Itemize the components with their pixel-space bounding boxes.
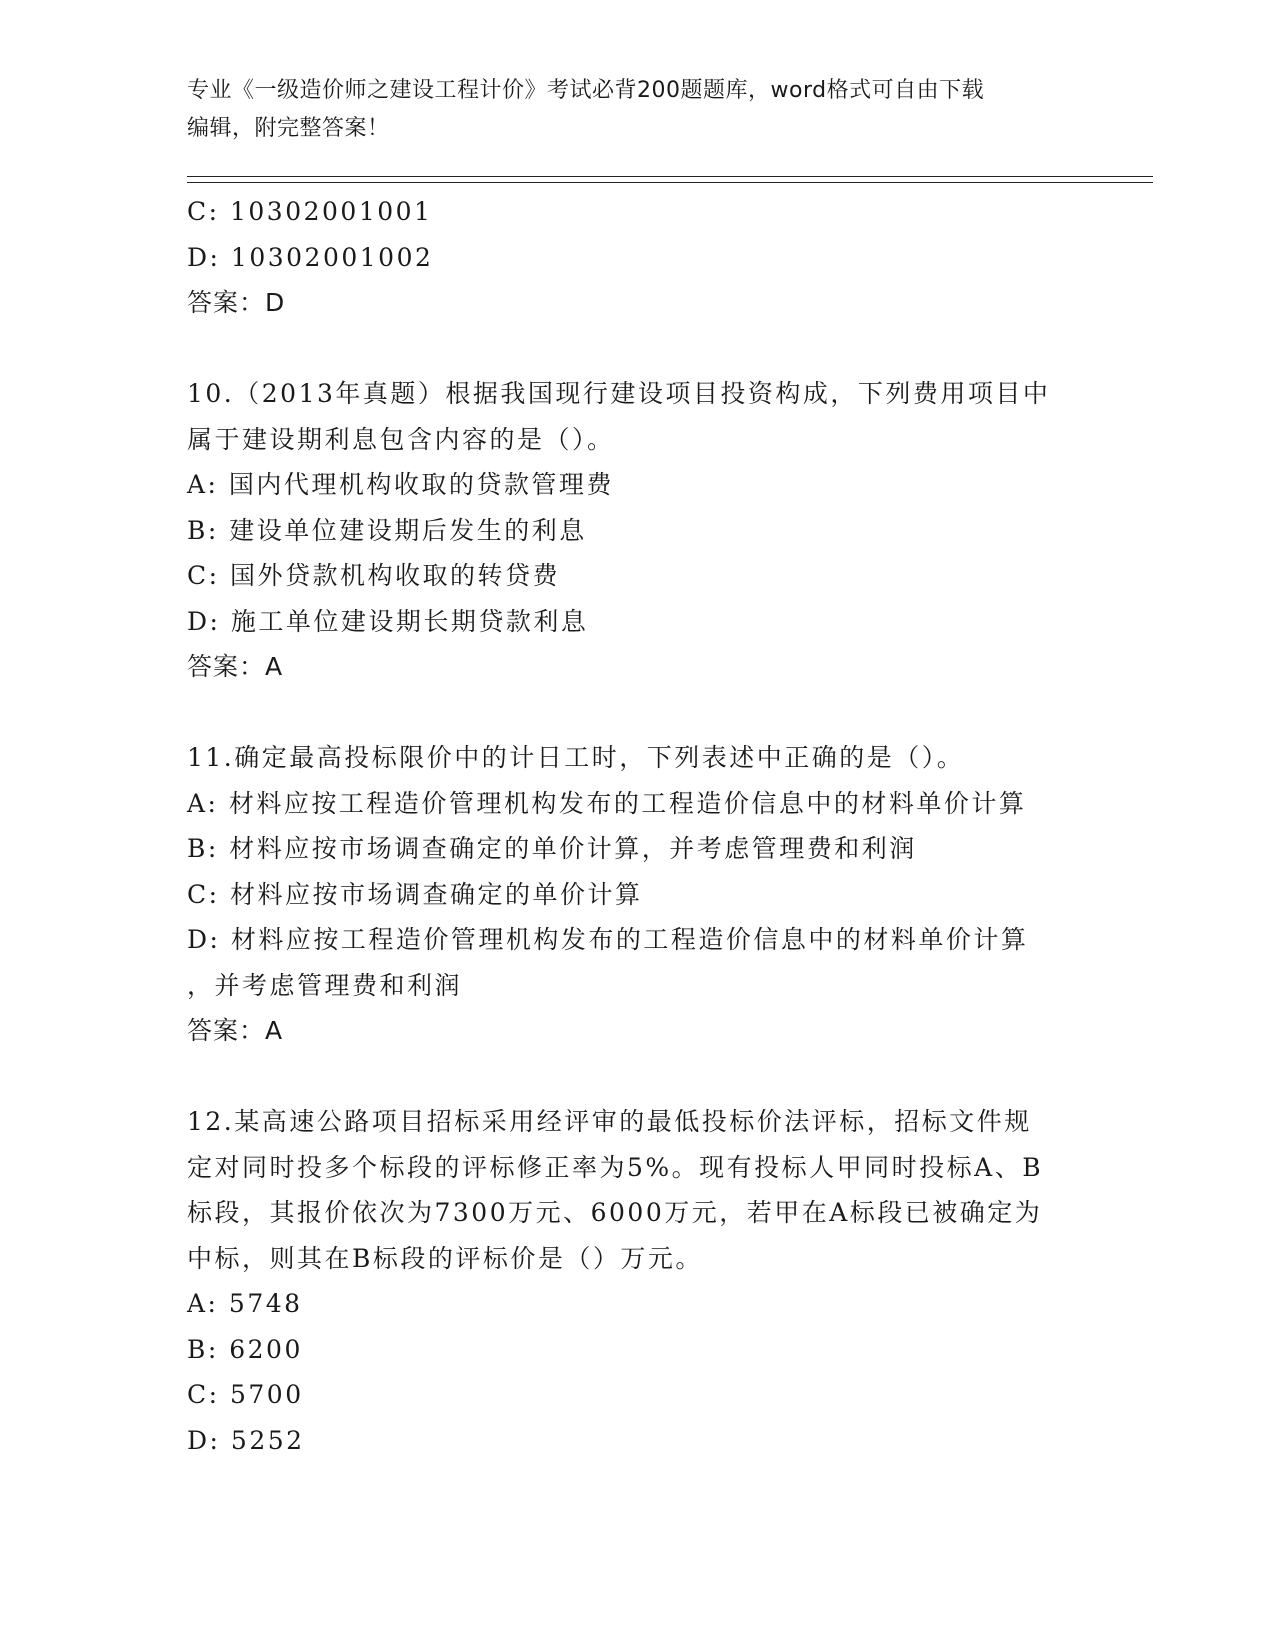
q10-option-b: B: 建设单位建设期后发生的利息 xyxy=(187,515,587,545)
question-10 xyxy=(187,371,1087,690)
q10-stem-line-1: 10.（2013年真题）根据我国现行建设项目投资构成，下列费用项目中 xyxy=(187,379,1051,408)
spacer xyxy=(187,690,1087,736)
q11-stem-line-1: 11.确定最高投标限价中的计日工时，下列表述中正确的是（）。 xyxy=(187,743,965,772)
question-content xyxy=(187,189,1087,1463)
q9-option-c: C: 10302001001 xyxy=(187,197,433,226)
q10-option-c: C: 国外贷款机构收取的转贷费 xyxy=(187,561,560,590)
q9-answer: 答案：D xyxy=(187,288,286,317)
q12-stem-line-3: 标段，其报价依次为7300万元、6000万元，若甲在A标段已被确定为 xyxy=(187,1198,1043,1227)
q12-stem-line-2: 定对同时投多个标段的评标修正率为5%。现有投标人甲同时投标A、B xyxy=(187,1152,1044,1182)
q12-option-b: B: 6200 xyxy=(187,1334,303,1364)
header-line-1: 专业《一级造价师之建设工程计价》考试必背200题题库，word格式可自由下载 xyxy=(187,78,985,103)
q10-option-d: D: 施工单位建设期长期贷款利息 xyxy=(187,606,589,636)
question-11 xyxy=(187,735,1087,1054)
spacer xyxy=(187,326,1087,372)
q11-option-a: A: 材料应按工程造价管理机构发布的工程造价信息中的材料单价计算 xyxy=(187,788,1027,818)
q12-stem-line-4: 中标，则其在B标段的评标价是（）万元。 xyxy=(187,1243,703,1273)
q10-answer: 答案：A xyxy=(187,652,284,681)
header-line-2: 编辑，附完整答案！ xyxy=(187,116,390,141)
q11-option-d-line-1: D: 材料应按工程造价管理机构发布的工程造价信息中的材料单价计算 xyxy=(187,925,1029,954)
question-12 xyxy=(187,1099,1087,1463)
header-divider-bottom xyxy=(187,182,1153,183)
q11-option-b: B: 材料应按市场调查确定的单价计算，并考虑管理费和利润 xyxy=(187,834,917,863)
question-9-tail xyxy=(187,189,1087,326)
q12-option-d: D: 5252 xyxy=(187,1425,305,1455)
q12-option-a: A: 5748 xyxy=(187,1289,303,1318)
header-divider-top xyxy=(187,176,1153,177)
q11-option-d-line-2: ，并考虑管理费和利润 xyxy=(187,970,463,1000)
q10-stem-line-2: 属于建设期利息包含内容的是（）。 xyxy=(187,424,615,454)
q10-option-a: A: 国内代理机构收取的贷款管理费 xyxy=(187,470,614,499)
document-header xyxy=(187,72,1067,148)
q12-stem-line-1: 12.某高速公路项目招标采用经评审的最低投标价法评标，招标文件规 xyxy=(187,1107,1032,1136)
q12-option-c: C: 5700 xyxy=(187,1380,304,1409)
q9-option-d: D: 10302001002 xyxy=(187,242,434,272)
q11-option-c: C: 材料应按市场调查确定的单价计算 xyxy=(187,879,643,909)
q11-answer: 答案：A xyxy=(187,1016,284,1045)
spacer xyxy=(187,1054,1087,1100)
